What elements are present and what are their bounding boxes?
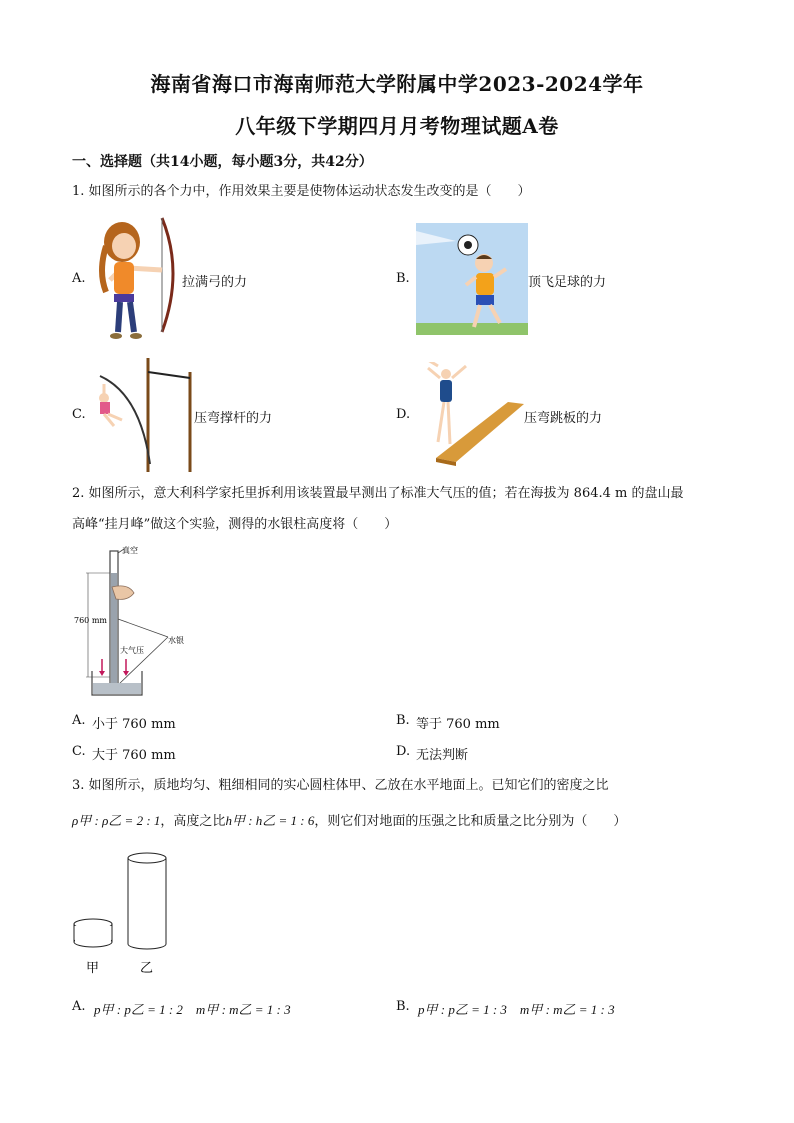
q3-option-a-letter: A. [72,999,86,1014]
q2-stem-line2: 高峰“挂月峰”做这个实验，测得的水银柱高度将（ ） [72,517,398,532]
q2-option-c-text: 大于 760 mm [92,748,176,763]
q1-option-a-letter: A. [72,271,86,286]
q1-option-b-letter: B. [396,271,410,286]
q2-option-a-text: 小于 760 mm [92,717,176,732]
header-soccer-illustration [416,223,528,335]
q3-mid-text: ，高度之比 [160,814,226,829]
q1-option-c-letter: C. [72,407,86,422]
q1-option-b-label: 顶飞足球的力 [528,275,607,290]
q2-option-b-text: 等于 760 mm [416,717,500,732]
q1-stem: 1. 如图所示的各个力中，作用效果主要是使物体运动状态发生改变的是（ ） [72,184,531,199]
pole-vault-illustration [88,354,198,474]
springboard-illustration [416,362,528,466]
q1-option-d-text: 压弯跳板的力 [524,411,603,426]
label-mercury: 水银 [168,636,184,645]
label-cylinder-a: 甲 [86,961,100,976]
q3-stem-line2 [72,811,626,832]
q3-option-b-letter: B. [396,999,410,1014]
q2-option-d-letter: D. [396,744,411,759]
density-ratio: ρ甲 : ρ乙 = 2 : 1 [72,813,161,828]
doc-title-line1: 海南省海口市海南师范大学附属中学2023-2024学年 [150,72,644,96]
cylinders-diagram [70,848,180,980]
label-height: 760 mm [74,616,107,625]
q3-option-b-text: p甲 : p乙 = 1 : 3 m甲 : m乙 = 1 : 3 [418,1002,615,1017]
q1-option-c-text: 压弯撑杆的力 [194,411,273,426]
q2-option-d-text: 无法判断 [416,748,469,763]
q3-stem-line1: 3. 如图所示，质地均匀、粗细相同的实心圆柱体甲、乙放在水平地面上。已知它们的密度之比 [72,778,609,793]
doc-title-line2: 八年级下学期四月月考物理试题A卷 [235,114,559,138]
height-ratio: h甲 : h乙 = 1 : 6 [225,813,315,828]
q2-option-c-letter: C. [72,744,86,759]
archer-girl-illustration [92,212,188,342]
q1-option-d-letter: D. [396,407,411,422]
q2-option-a-letter: A. [72,713,86,728]
q3-option-a-text: p甲 : p乙 = 1 : 2 m甲 : m乙 = 1 : 3 [94,1002,291,1017]
torricelli-apparatus-diagram [72,545,192,701]
label-cylinder-b: 乙 [140,961,154,976]
section-heading: 一、选择题（共14小题，每小题3分，共42分） [72,154,373,170]
q2-option-b-letter: B. [396,713,410,728]
q3-stem-tail: ，则它们对地面的压强之比和质量之比分别为（ ） [314,814,627,829]
label-air-pressure: 大气压 [120,646,144,655]
q1-option-a-text: 拉满弓的力 [182,275,248,290]
label-vacuum: 真空 [122,546,138,555]
q2-stem-line1: 2. 如图所示，意大利科学家托里拆利用该装置最早测出了标准大气压的值；若在海拔为 864.4 m 的盘山最 [72,486,684,501]
